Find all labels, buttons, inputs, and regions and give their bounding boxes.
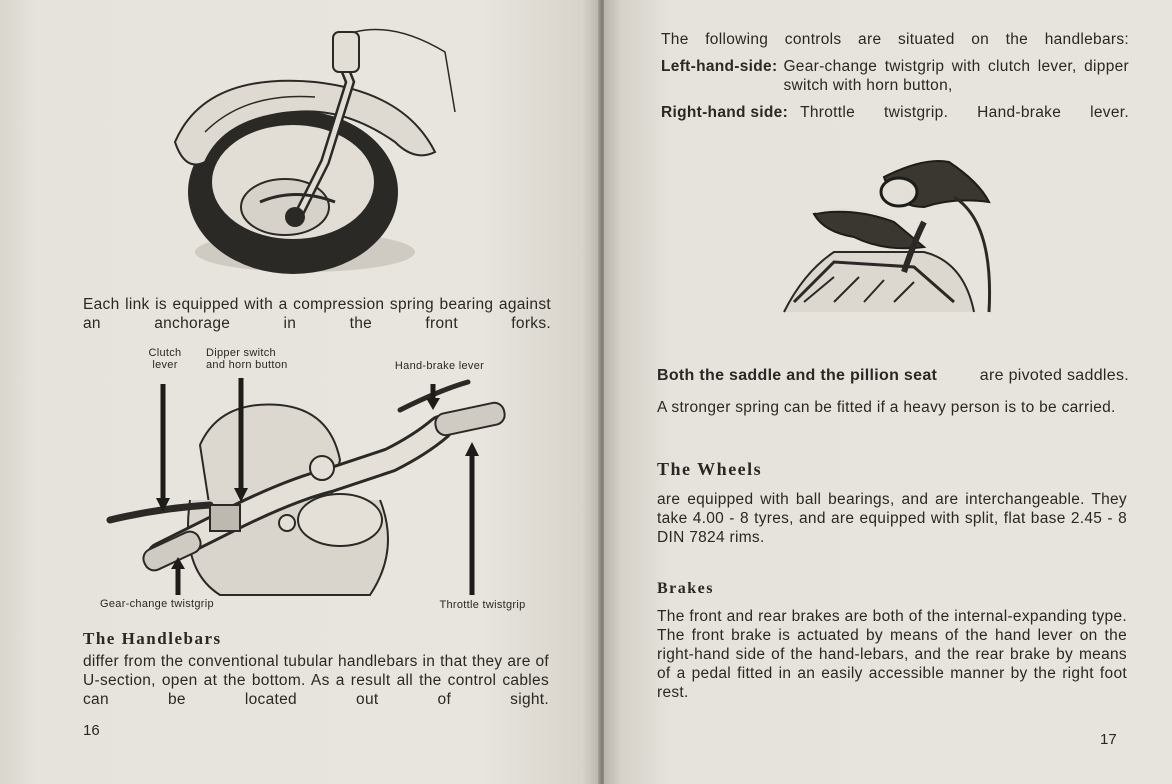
right-hand-controls bbox=[661, 103, 1129, 122]
brakes-heading: Brakes bbox=[657, 580, 714, 597]
saddle-illustration bbox=[774, 152, 1014, 322]
brakes-text: The front and rear brakes are both of the internal-expanding type. The front brake is actuated by means of the hand lever on the right-hand side of the hand-lebars, and the rear brake by means of a pedal fitted in an easily accessible manner by the right foot rest. bbox=[657, 608, 1127, 701]
label-handbrake-lever: Hand-brake lever bbox=[394, 360, 485, 372]
left-hand-text: Gear-change twistgrip with clutch lever, dipper switch with horn button, bbox=[783, 58, 1129, 94]
page-number-right: 17 bbox=[1100, 731, 1117, 748]
label-clutch-lever bbox=[130, 347, 200, 371]
handlebar-illustration bbox=[100, 370, 520, 605]
handlebars-heading: The Handlebars bbox=[83, 629, 222, 648]
front-suspension-illustration bbox=[165, 12, 465, 287]
label-clutch-line1: Clutch bbox=[148, 347, 182, 359]
wheels-text: are equipped with ball bearings, and are interchangeable. They take 4.00 - 8 tyres, and are equipped with split, flat base 2.45 - 8 DIN 7824 rims. bbox=[657, 491, 1127, 546]
label-dipper-line1: Dipper switch bbox=[206, 347, 276, 359]
label-dipper-switch bbox=[206, 347, 328, 371]
right-hand-label: Right-hand side: bbox=[661, 104, 789, 121]
label-dipper-line2: and horn button bbox=[206, 359, 288, 371]
controls-intro-text: The following controls are situated on the handlebars: bbox=[661, 31, 1129, 48]
label-throttle-twistgrip: Throttle twistgrip bbox=[439, 599, 526, 611]
saddle-text-rest: are pivoted saddles. bbox=[979, 367, 1129, 384]
label-gearchange-twistgrip: Gear-change twistgrip bbox=[100, 598, 214, 610]
left-hand-label: Left-hand-side: bbox=[661, 58, 778, 75]
saddle-text bbox=[657, 366, 1129, 385]
right-page bbox=[604, 0, 1172, 784]
link-caption-text: Each link is equipped with a compression spring bearing against an anchorage in the front forks. bbox=[83, 296, 551, 332]
wheels-heading: The Wheels bbox=[657, 459, 763, 479]
page-number-left: 16 bbox=[83, 722, 100, 739]
right-hand-text: Throttle twistgrip. Hand-brake lever. bbox=[800, 104, 1129, 121]
left-hand-controls bbox=[661, 57, 1129, 95]
spring-text: A stronger spring can be fitted if a heavy person is to be carried. bbox=[657, 399, 1116, 416]
saddle-text-bold: Both the saddle and the pillion seat bbox=[657, 367, 938, 384]
handlebars-text: differ from the conventional tubular handlebars in that they are of U-section, open at the bottom. As a result all the control cables can be located out of sight. bbox=[83, 653, 549, 708]
label-clutch-line2: lever bbox=[152, 359, 178, 371]
